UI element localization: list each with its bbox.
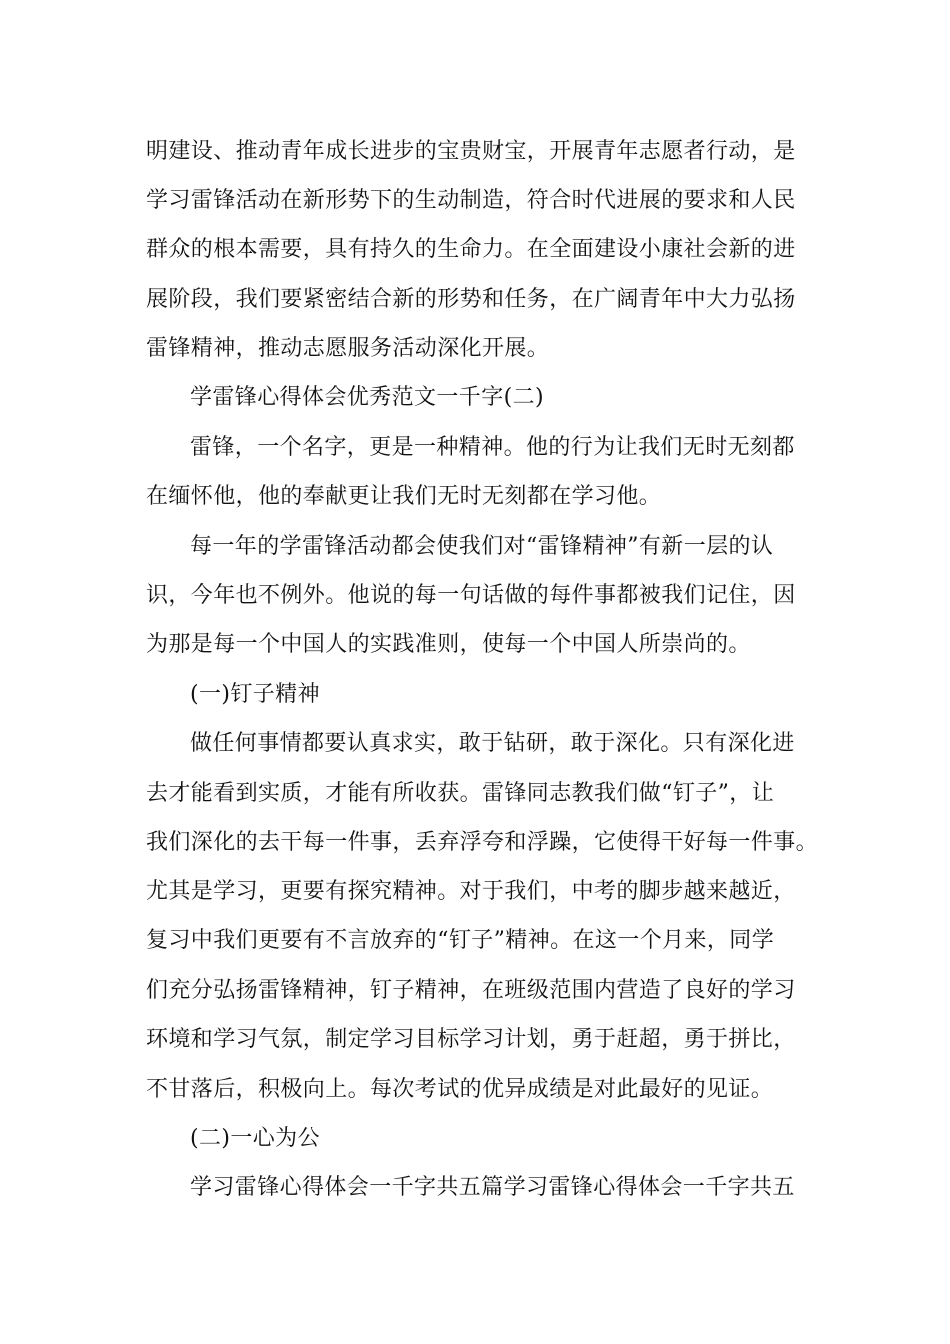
text-line: 雷锋，一个名字，更是一种精神。他的行为让我们无时无刻都 [190, 435, 795, 460]
text-line: 们充分弘扬雷锋精神，钉子精神，在班级范围内营造了良好的学习 [146, 978, 796, 1003]
text-line: 我们深化的去干每一件事，丢弃浮夸和浮躁，它使得干好每一件事。 [146, 830, 819, 855]
text-line: 识，今年也不例外。他说的每一句话做的每件事都被我们记住，因 [146, 583, 796, 608]
text-line: 去才能看到实质，才能有所收获。雷锋同志教我们做“钉子”，让 [146, 781, 775, 806]
text-line: 明建设、推动青年成长进步的宝贵财宝，开展青年志愿者行动，是 [146, 139, 796, 164]
text-line: 做任何事情都要认真求实，敢于钻研，敢于深化。只有深化进 [190, 731, 795, 756]
text-line: 复习中我们更要有不言放弃的“钉子”精神。在这一个月来，同学 [146, 928, 775, 953]
text-line: 学习雷锋心得体会一千字共五篇学习雷锋心得体会一千字共五 [190, 1175, 795, 1200]
text-line: 不甘落后，积极向上。每次考试的优异成绩是对此最好的见证。 [146, 1077, 774, 1102]
text-line: 为那是每一个中国人的实践准则，使每一个中国人所崇尚的。 [146, 632, 751, 657]
subsection-heading: (二)一心为公 [190, 1126, 320, 1151]
text-line: 环境和学习气氛，制定学习目标学习计划，勇于赶超，勇于拼比， [146, 1027, 796, 1052]
subsection-heading: (一)钉子精神 [190, 682, 320, 707]
section-heading: 学雷锋心得体会优秀范文一千字(二) [190, 385, 544, 410]
text-line: 展阶段，我们要紧密结合新的形势和任务，在广阔青年中大力弘扬 [146, 287, 796, 312]
text-line: 每一年的学雷锋活动都会使我们对“雷锋精神”有新一层的认 [190, 534, 774, 559]
text-line: 学习雷锋活动在新形势下的生动制造，符合时代进展的要求和人民 [146, 188, 796, 213]
text-line: 在缅怀他，他的奉献更让我们无时无刻都在学习他。 [146, 484, 662, 509]
text-line: 尤其是学习，更要有探究精神。对于我们，中考的脚步越来越近， [146, 879, 796, 904]
text-line: 群众的根本需要，具有持久的生命力。在全面建设小康社会新的进 [146, 237, 796, 262]
text-line: 雷锋精神，推动志愿服务活动深化开展。 [146, 336, 550, 361]
